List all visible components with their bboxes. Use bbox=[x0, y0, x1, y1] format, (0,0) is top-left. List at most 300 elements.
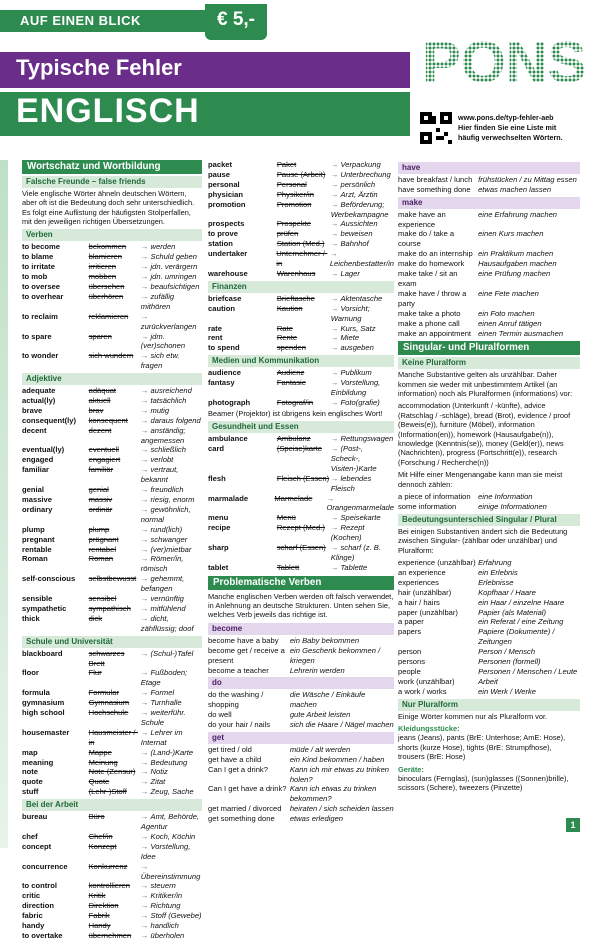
german-translation: → Stoff (Gewebe) bbox=[141, 911, 202, 921]
qr-url[interactable]: www.pons.de/typ-fehler-aeb bbox=[458, 113, 554, 122]
english-word: station bbox=[208, 239, 233, 249]
german-translation: → Leichenbestatter/in bbox=[330, 249, 394, 269]
english-phrase: a paper bbox=[398, 617, 424, 627]
german-false-friend: aktuell bbox=[88, 395, 111, 405]
german-false-friend: irritieren bbox=[88, 262, 117, 272]
vocab-row bbox=[208, 444, 394, 474]
german-false-friend: Unternehmer /-in bbox=[276, 249, 328, 269]
english-word: to wonder bbox=[22, 351, 59, 361]
german-false-friend: prüfen bbox=[276, 229, 299, 239]
english-phrase: make do / take a course bbox=[398, 229, 455, 249]
english-word: familiar bbox=[22, 465, 50, 475]
german-translation: → dicht, zähflüssig; doof bbox=[141, 614, 202, 634]
example-row bbox=[398, 687, 580, 697]
vocab-row bbox=[22, 574, 202, 594]
sub-false-friends: Falsche Freunde – false friends bbox=[22, 176, 202, 188]
english-word: chef bbox=[22, 831, 38, 841]
german-translation: → werden bbox=[141, 242, 202, 252]
vocab-row bbox=[208, 219, 394, 229]
example-row bbox=[398, 667, 580, 677]
group-adjectives: Adjektive bbox=[22, 373, 202, 385]
english-word: rent bbox=[208, 333, 223, 343]
english-word: note bbox=[22, 767, 39, 777]
example-row bbox=[398, 249, 580, 259]
german-phrase: ein Haar / einzelne Haare bbox=[478, 597, 565, 607]
vocab-row bbox=[22, 426, 202, 446]
vocab-row bbox=[22, 698, 202, 708]
example-row bbox=[398, 175, 580, 185]
english-word: to become bbox=[22, 242, 60, 252]
no-plural-text3: Mit Hilfe einer Mengenangabe kann man sie meist dennoch zählen: bbox=[398, 470, 563, 489]
german-translation: → Zeug, Sache bbox=[141, 787, 202, 797]
english-word: handy bbox=[22, 921, 45, 931]
english-word: critic bbox=[22, 891, 41, 901]
german-phrase: etwas machen lassen bbox=[478, 184, 552, 194]
vocab-row bbox=[22, 282, 202, 292]
german-translation: → gehemmt, befangen bbox=[141, 574, 202, 594]
group-make: make bbox=[398, 197, 580, 209]
list-verbs bbox=[22, 242, 202, 371]
german-false-friend: Marmelade bbox=[274, 493, 313, 503]
english-word: to mob bbox=[22, 272, 48, 282]
german-translation: → jdm. (ver)schonen bbox=[141, 332, 202, 352]
german-translation: → ausgeben bbox=[331, 343, 394, 353]
german-translation: → Kritiker/in bbox=[141, 891, 202, 901]
german-translation: → anständig; angemessen bbox=[141, 426, 202, 446]
english-word: adequate bbox=[22, 386, 56, 396]
english-word: sharp bbox=[208, 543, 229, 553]
vocab-row bbox=[22, 445, 202, 455]
german-translation: → zufällig mithören bbox=[141, 292, 202, 312]
vocab-row bbox=[22, 901, 202, 911]
vocab-row bbox=[208, 269, 394, 279]
vocab-row bbox=[22, 891, 202, 901]
english-word: decent bbox=[22, 425, 47, 435]
vocab-row bbox=[22, 351, 202, 371]
group-become: become bbox=[208, 623, 394, 635]
english-word: to prove bbox=[208, 229, 238, 239]
german-translation: → Römer/in, römisch bbox=[141, 554, 202, 574]
english-word: blackboard bbox=[22, 648, 63, 658]
german-false-friend: adäquat bbox=[88, 386, 117, 396]
english-phrase: get married / divorced bbox=[208, 804, 282, 814]
english-word: prospects bbox=[208, 219, 245, 229]
german-translation: → Schuld geben bbox=[141, 252, 202, 262]
german-translation: → Bahnhof bbox=[331, 239, 394, 249]
german-translation: → (ver)mietbar bbox=[141, 545, 202, 555]
vocab-row bbox=[208, 543, 394, 563]
english-phrase: have breakfast / lunch bbox=[398, 174, 473, 184]
english-phrase: papers bbox=[398, 627, 422, 637]
group-media: Medien und Kommunikation bbox=[208, 355, 394, 367]
group-school: Schule und Universität bbox=[22, 636, 202, 648]
vocab-row bbox=[22, 505, 202, 525]
example-row bbox=[398, 558, 580, 568]
german-false-friend: übernehmen bbox=[88, 930, 132, 940]
example-row bbox=[208, 646, 394, 666]
english-word: photograph bbox=[208, 397, 251, 407]
english-word: undertaker bbox=[208, 249, 248, 259]
logo-text: PONS bbox=[422, 30, 587, 95]
english-phrase: make have / throw a party bbox=[398, 288, 467, 308]
german-false-friend: schwarzes Brett bbox=[88, 648, 125, 668]
english-word: to control bbox=[22, 881, 58, 891]
vocab-row bbox=[22, 252, 202, 262]
english-word: marmalade bbox=[208, 493, 249, 503]
english-word: actual(ly) bbox=[22, 395, 56, 405]
english-word: direction bbox=[22, 901, 55, 911]
german-phrase: eine Information bbox=[478, 492, 533, 502]
english-phrase: make take a photo bbox=[398, 308, 461, 318]
german-false-friend: Konzept bbox=[88, 841, 117, 851]
list-become bbox=[208, 636, 394, 676]
english-word: ambulance bbox=[208, 434, 248, 444]
group-finance: Finanzen bbox=[208, 281, 394, 293]
page-number: 1 bbox=[566, 818, 580, 832]
german-translation: → (Schul-)Tafel bbox=[141, 649, 202, 669]
english-phrase: become have a baby bbox=[208, 635, 279, 645]
english-word: personal bbox=[208, 179, 240, 189]
english-phrase: Can I get have a drink? bbox=[208, 784, 287, 794]
vocab-row bbox=[22, 787, 202, 797]
vocab-row bbox=[22, 416, 202, 426]
english-word: briefcase bbox=[208, 293, 242, 303]
english-phrase: experience (unzählbar) bbox=[398, 558, 476, 568]
example-row bbox=[208, 745, 394, 755]
example-row bbox=[208, 755, 394, 765]
english-phrase: paper (unzählbar) bbox=[398, 607, 458, 617]
german-translation: → Vorsicht; Warnung bbox=[331, 304, 394, 324]
english-phrase: make take / sit an exam bbox=[398, 269, 458, 288]
vocab-row bbox=[208, 563, 394, 573]
vocab-row bbox=[22, 862, 202, 882]
vocab-row bbox=[22, 386, 202, 396]
german-false-friend: (Lehr-)Stoff bbox=[88, 787, 127, 797]
intro-problem-verbs: Manche englischen Verben werden oft falsch verwendet, in Anlehnung an deutsche Strukturen. Unten sehen Sie, welches Verb jeweils das richtige ist. bbox=[208, 591, 394, 620]
vocab-row bbox=[208, 378, 394, 398]
subtitle: Typische Fehler bbox=[0, 52, 410, 88]
group-have: have bbox=[398, 162, 580, 174]
german-false-friend: Prospekte bbox=[276, 219, 312, 229]
list-sing-plural bbox=[398, 558, 580, 697]
german-false-friend: Quote bbox=[88, 777, 110, 787]
german-false-friend: sympathisch bbox=[88, 603, 131, 613]
english-phrase: person bbox=[398, 647, 422, 657]
pons-logo bbox=[420, 30, 590, 95]
english-word: formula bbox=[22, 688, 50, 698]
list-have bbox=[398, 175, 580, 195]
german-translation: → Zitat bbox=[141, 777, 202, 787]
vocab-row bbox=[22, 312, 202, 332]
english-word: rentable bbox=[22, 544, 52, 554]
german-phrase: Erfahrung bbox=[478, 558, 512, 568]
section-problem-verbs: Problematische Verben bbox=[208, 576, 394, 590]
german-translation: → vernünftig bbox=[141, 594, 202, 604]
example-row bbox=[208, 814, 394, 824]
list-media bbox=[208, 368, 394, 408]
english-word: consequent(ly) bbox=[22, 415, 77, 425]
english-word: plump bbox=[22, 524, 45, 534]
vocab-row bbox=[208, 333, 394, 343]
english-word: physician bbox=[208, 189, 244, 199]
english-phrase: do the washing / shopping bbox=[208, 690, 264, 710]
german-phrase: gute Arbeit leisten bbox=[289, 710, 351, 720]
english-word: to irritate bbox=[22, 262, 55, 272]
german-phrase: ein Kind bekommen / haben bbox=[289, 754, 385, 764]
german-phrase: heiraten / sich scheiden lassen bbox=[289, 804, 394, 814]
qr-text bbox=[458, 113, 588, 143]
clothes-paragraph bbox=[398, 724, 580, 762]
german-translation: → persönlich bbox=[331, 180, 394, 190]
english-word: quote bbox=[22, 777, 43, 787]
english-word: rate bbox=[208, 323, 222, 333]
vocab-row bbox=[208, 170, 394, 180]
german-false-friend: eventuell bbox=[88, 445, 119, 455]
example-row bbox=[398, 617, 580, 627]
english-word: concept bbox=[22, 841, 52, 851]
example-row bbox=[398, 598, 580, 608]
german-phrase: einen Kurs machen bbox=[478, 229, 544, 239]
example-row bbox=[398, 647, 580, 657]
tools-text: binoculars (Fernglas), (sun)glasses ((Sonnen)brille), scissors (Schere), tweezers (Pinzette) bbox=[398, 774, 569, 793]
german-translation: → weiterführ. Schule bbox=[141, 708, 202, 728]
german-translation: → daraus folgend bbox=[141, 416, 202, 426]
english-word: caution bbox=[208, 303, 236, 313]
english-word: stuff bbox=[22, 787, 39, 797]
german-false-friend: Ambulanz bbox=[276, 434, 311, 444]
german-false-friend: Fantasie bbox=[276, 378, 306, 388]
clothes-heading: Kleidungsstücke: bbox=[398, 724, 460, 734]
german-translation: → ausreichend bbox=[141, 386, 202, 396]
english-word: pause bbox=[208, 169, 230, 179]
german-translation: → handlich bbox=[141, 921, 202, 931]
vocab-row bbox=[22, 554, 202, 574]
german-false-friend: Fabrik bbox=[88, 911, 110, 921]
example-row bbox=[398, 259, 580, 269]
vocab-row bbox=[22, 708, 202, 728]
german-translation: → freundlich bbox=[141, 485, 202, 495]
english-phrase: experiences bbox=[398, 577, 439, 587]
example-row bbox=[398, 627, 580, 647]
tools-paragraph bbox=[398, 765, 580, 793]
english-word: floor bbox=[22, 668, 39, 678]
german-false-friend: Direktion bbox=[88, 901, 119, 911]
example-row bbox=[208, 765, 394, 785]
list-make bbox=[398, 210, 580, 339]
example-row bbox=[398, 588, 580, 598]
vocab-row bbox=[208, 343, 394, 353]
example-row bbox=[208, 636, 394, 646]
german-false-friend: genial bbox=[88, 485, 109, 495]
german-translation: → Bedeutung bbox=[141, 758, 202, 768]
english-word: map bbox=[22, 747, 38, 757]
german-false-friend: plump bbox=[88, 524, 110, 534]
vocab-row bbox=[22, 832, 202, 842]
english-phrase: make do an internship bbox=[398, 249, 473, 259]
german-false-friend: ordinär bbox=[88, 504, 113, 514]
german-false-friend: bekommen bbox=[88, 242, 127, 252]
german-translation: → Vorstellung, Einbildung bbox=[331, 378, 394, 398]
english-word: concurrence bbox=[22, 861, 68, 871]
german-false-friend: Konkurrenz bbox=[88, 861, 128, 871]
english-phrase: a piece of information bbox=[398, 492, 471, 502]
header bbox=[0, 0, 600, 158]
english-word: menu bbox=[208, 513, 229, 523]
german-phrase: etwas erledigen bbox=[289, 814, 344, 824]
english-phrase: get tired / old bbox=[208, 744, 252, 754]
german-false-friend: Fleisch (Essen) bbox=[276, 473, 330, 483]
english-phrase: get have a child bbox=[208, 754, 262, 764]
english-word: engaged bbox=[22, 455, 54, 465]
german-translation: → Fußboden; Etage bbox=[141, 668, 202, 688]
vocab-row bbox=[208, 494, 394, 514]
english-word: to spare bbox=[22, 331, 52, 341]
english-phrase: make a phone call bbox=[398, 318, 460, 328]
english-word: high school bbox=[22, 708, 65, 718]
vocab-row bbox=[22, 614, 202, 634]
german-false-friend: familiär bbox=[88, 465, 114, 475]
english-phrase: do your hair / nails bbox=[208, 720, 271, 730]
vocab-row bbox=[22, 545, 202, 555]
german-translation: → beaufsichtigen bbox=[141, 282, 202, 292]
vocab-row bbox=[22, 396, 202, 406]
group-sing-plural-diff: Bedeutungsunterschied Singular / Plural bbox=[398, 514, 580, 526]
german-phrase: ein Referat / eine Zeitung bbox=[478, 617, 564, 627]
german-translation: → Notiz bbox=[141, 767, 202, 777]
english-word: meaning bbox=[22, 757, 54, 767]
german-translation: → (Post-, Scheck-, Visiten-)Karte bbox=[331, 444, 394, 474]
german-translation: → Arzt, Ärztin bbox=[331, 190, 394, 200]
vocab-row bbox=[208, 160, 394, 170]
german-false-friend: sensibel bbox=[88, 594, 117, 604]
german-translation: → jdn. umringen bbox=[141, 272, 202, 282]
column-2 bbox=[208, 160, 394, 832]
english-phrase: get something done bbox=[208, 814, 275, 824]
german-phrase: Kopfhaar / Haare bbox=[478, 587, 536, 597]
list-adjectives bbox=[22, 386, 202, 634]
german-phrase: ein Praktikum machen bbox=[478, 249, 554, 259]
german-translation: → Miete bbox=[331, 333, 394, 343]
german-phrase: ein Geschenk bekommen / kriegen bbox=[289, 645, 381, 665]
english-phrase: a hair / hairs bbox=[398, 597, 440, 607]
group-health: Gesundheit und Essen bbox=[208, 421, 394, 433]
german-translation: → gewöhnlich, normal bbox=[141, 505, 202, 525]
german-phrase: einen Termin ausmachen bbox=[478, 328, 564, 338]
german-translation: → Aussichten bbox=[331, 219, 394, 229]
german-false-friend: engagiert bbox=[88, 455, 121, 465]
group-do: do bbox=[208, 677, 394, 689]
example-row bbox=[398, 210, 580, 230]
german-translation: → Formel bbox=[141, 688, 202, 698]
german-false-friend: Audienz bbox=[276, 368, 305, 378]
english-phrase: an experience bbox=[398, 567, 446, 577]
english-word: thick bbox=[22, 613, 40, 623]
price-badge: € 5,- bbox=[205, 4, 267, 40]
german-phrase: Personen / Menschen / Leute bbox=[478, 667, 578, 676]
german-false-friend: brav bbox=[88, 405, 104, 415]
english-word: to blame bbox=[22, 252, 54, 262]
group-get: get bbox=[208, 732, 394, 744]
german-false-friend: Rate bbox=[276, 323, 293, 333]
vocab-row bbox=[22, 777, 202, 787]
german-phrase: Kann ich mir etwas zu trinken holen? bbox=[289, 764, 390, 784]
english-word: sympathetic bbox=[22, 603, 67, 613]
german-translation: → Speisekarte bbox=[331, 513, 394, 523]
media-note: Beamer (Projektor) ist übrigens kein englisches Wort! bbox=[208, 408, 383, 418]
english-word: fantasy bbox=[208, 378, 235, 388]
example-row bbox=[398, 578, 580, 588]
series-label: AUF EINEN BLICK bbox=[0, 10, 205, 32]
german-false-friend: Formular bbox=[88, 688, 119, 698]
german-false-friend: Tablett bbox=[276, 562, 300, 572]
english-word: to reclaim bbox=[22, 311, 58, 321]
german-translation: → jdn. verärgern bbox=[141, 262, 202, 272]
english-phrase: a work / works bbox=[398, 686, 447, 696]
german-phrase: sich die Haare / Nägel machen bbox=[289, 720, 394, 730]
english-phrase: become get / receive a present bbox=[208, 645, 285, 665]
german-translation: → schwanger bbox=[141, 535, 202, 545]
german-false-friend: Warenhaus bbox=[276, 268, 316, 278]
german-false-friend: Flur bbox=[88, 668, 102, 678]
english-word: eventual(ly) bbox=[22, 445, 65, 455]
list-work-continued bbox=[208, 160, 394, 279]
german-translation: → Lager bbox=[331, 269, 394, 279]
german-phrase: ein Werk / Werke bbox=[478, 686, 537, 696]
english-word: fabric bbox=[22, 911, 43, 921]
german-phrase: Hausaufgaben machen bbox=[478, 259, 557, 269]
german-false-friend: Fotograf/in bbox=[276, 397, 314, 407]
no-plural-text2: accommodation (Unterkunft / -künfte), advice (Ratschlag / -schläge), bread (Brot), evidence / proof (Beweis(e)), furniture (Möbel), information (Information(en)), homework (Hausaufgabe(n)), knowledge (Kenntnis(se)), money (Geld(er)), news (Nachrichten), progress (Fortschritt(e)), research (Forschung / Recherche(n)) bbox=[398, 401, 571, 467]
vocab-row bbox=[22, 604, 202, 614]
example-row bbox=[398, 309, 580, 319]
english-word: card bbox=[208, 443, 225, 453]
german-translation: → Foto(grafie) bbox=[331, 398, 394, 408]
vocab-row bbox=[22, 262, 202, 272]
german-phrase: Personen (formell) bbox=[478, 657, 541, 667]
english-word: sensible bbox=[22, 594, 53, 604]
german-false-friend: Mappe bbox=[88, 747, 112, 757]
vocab-row bbox=[208, 200, 394, 220]
section-singular-plural: Singular- und Pluralformen bbox=[398, 341, 580, 355]
vocab-row bbox=[22, 495, 202, 505]
german-translation: → Vorstellung, Idee bbox=[141, 842, 202, 862]
qr-box bbox=[420, 110, 588, 146]
intro-false-friends: Viele englische Wörter ähneln deutschen Wörtern, aber oft ist die Bedeutung doch sehr unterschiedlich. Es folgt eine Auflistung der häufigsten Stolperfallen, mit den jeweiligen richtigen Übersetzungen. bbox=[22, 188, 195, 227]
english-word: to oversee bbox=[22, 281, 60, 291]
only-plural-text: Einige Wörter kommen nur als Pluralform vor. bbox=[398, 711, 548, 721]
german-translation: → Amt, Behörde, Agentur bbox=[141, 812, 202, 832]
german-phrase: Papiere (Dokumente) / Zeitungen bbox=[478, 627, 555, 647]
english-phrase: become a teacher bbox=[208, 665, 269, 675]
english-word: self-conscious bbox=[22, 574, 76, 584]
german-false-friend: massiv bbox=[88, 495, 113, 504]
german-false-friend: Paket bbox=[276, 160, 297, 169]
english-phrase: make have an experience bbox=[398, 209, 446, 229]
vocab-row bbox=[22, 292, 202, 312]
german-phrase: einen Anruf tätigen bbox=[478, 318, 542, 328]
vocab-row bbox=[22, 485, 202, 495]
english-word: housemaster bbox=[22, 727, 70, 737]
example-row bbox=[398, 492, 580, 502]
example-row bbox=[398, 185, 580, 195]
tools-heading: Geräte: bbox=[398, 764, 424, 774]
english-word: gymnasium bbox=[22, 698, 65, 708]
english-phrase: people bbox=[398, 667, 421, 676]
english-word: to overtake bbox=[22, 930, 63, 940]
german-false-friend: Note (Zensur) bbox=[88, 767, 136, 777]
qr-code-icon[interactable] bbox=[420, 112, 452, 144]
example-row bbox=[398, 269, 580, 289]
